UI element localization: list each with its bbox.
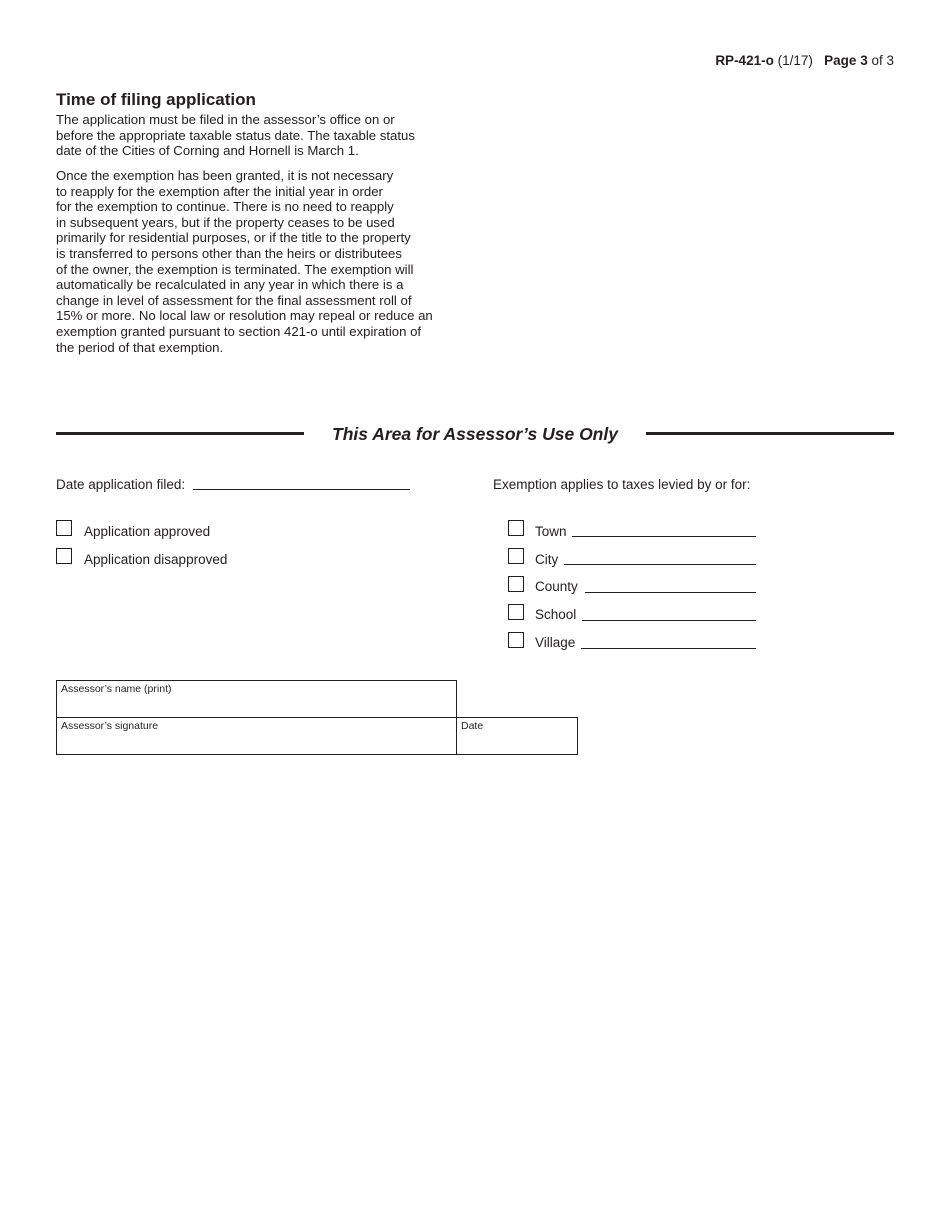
county-label: County <box>535 579 578 594</box>
form-revision: (1/17) <box>777 53 813 68</box>
assessor-signature-field[interactable] <box>56 717 457 755</box>
signature-date-field[interactable] <box>456 717 578 755</box>
school-checkbox[interactable] <box>508 604 524 620</box>
page-of: of 3 <box>871 53 894 68</box>
village-checkbox[interactable] <box>508 632 524 648</box>
form-id: RP-421-o <box>715 53 774 68</box>
town-field[interactable] <box>572 536 756 537</box>
town-label: Town <box>535 524 567 539</box>
city-field[interactable] <box>564 564 756 565</box>
application-disapproved-label: Application disapproved <box>84 552 228 567</box>
filing-paragraph-1: The application must be filed in the assessor’s office on or before the appropriate taxable status date. The taxable status date of the Cities of Corning and Hornell is March 1. <box>56 112 415 159</box>
date-filed-label: Date application filed: <box>56 477 186 492</box>
section-title: Time of filing application <box>56 90 256 109</box>
form-reference <box>715 53 894 68</box>
city-checkbox[interactable] <box>508 548 524 564</box>
signature-date-label: Date <box>461 720 484 732</box>
county-field[interactable] <box>585 592 756 593</box>
page-number: 3 <box>860 53 868 68</box>
assessor-area-banner: This Area for Assessor’s Use Only <box>332 424 618 444</box>
page-label: Page <box>824 53 857 68</box>
exemption-applies-label: Exemption applies to taxes levied by or for: <box>493 477 751 492</box>
application-disapproved-checkbox[interactable] <box>56 548 72 564</box>
application-approved-label: Application approved <box>84 524 211 539</box>
banner-rule-left <box>56 432 304 435</box>
village-label: Village <box>535 635 576 650</box>
county-checkbox[interactable] <box>508 576 524 592</box>
assessor-signature-label: Assessor’s signature <box>61 720 159 732</box>
assessor-name-label: Assessor’s name (print) <box>61 683 172 695</box>
assessor-name-field[interactable] <box>56 680 457 718</box>
village-field[interactable] <box>581 648 756 649</box>
town-checkbox[interactable] <box>508 520 524 536</box>
school-label: School <box>535 607 577 622</box>
banner-rule-right <box>646 432 894 435</box>
city-label: City <box>535 552 559 567</box>
date-filed-field[interactable] <box>193 489 410 490</box>
school-field[interactable] <box>582 620 756 621</box>
filing-paragraph-2: Once the exemption has been granted, it is not necessary to reapply for the exemption after the initial year in order for the exemption to continue. There is no need to reapply in subsequent years, but if the property ceases to be used primarily for residential purposes, or if the title to the property is transferred to persons other than the heirs or distributees of the owner, the exemption is terminated. The exemption will automatically be recalculated in any year in which there is a change in level of assessment for the final assessment roll of 15% or more. No local law or resolution may repeal or reduce an exemption granted pursuant to section 421-o until expiration of the period of that exemption. <box>56 168 433 355</box>
application-approved-checkbox[interactable] <box>56 520 72 536</box>
